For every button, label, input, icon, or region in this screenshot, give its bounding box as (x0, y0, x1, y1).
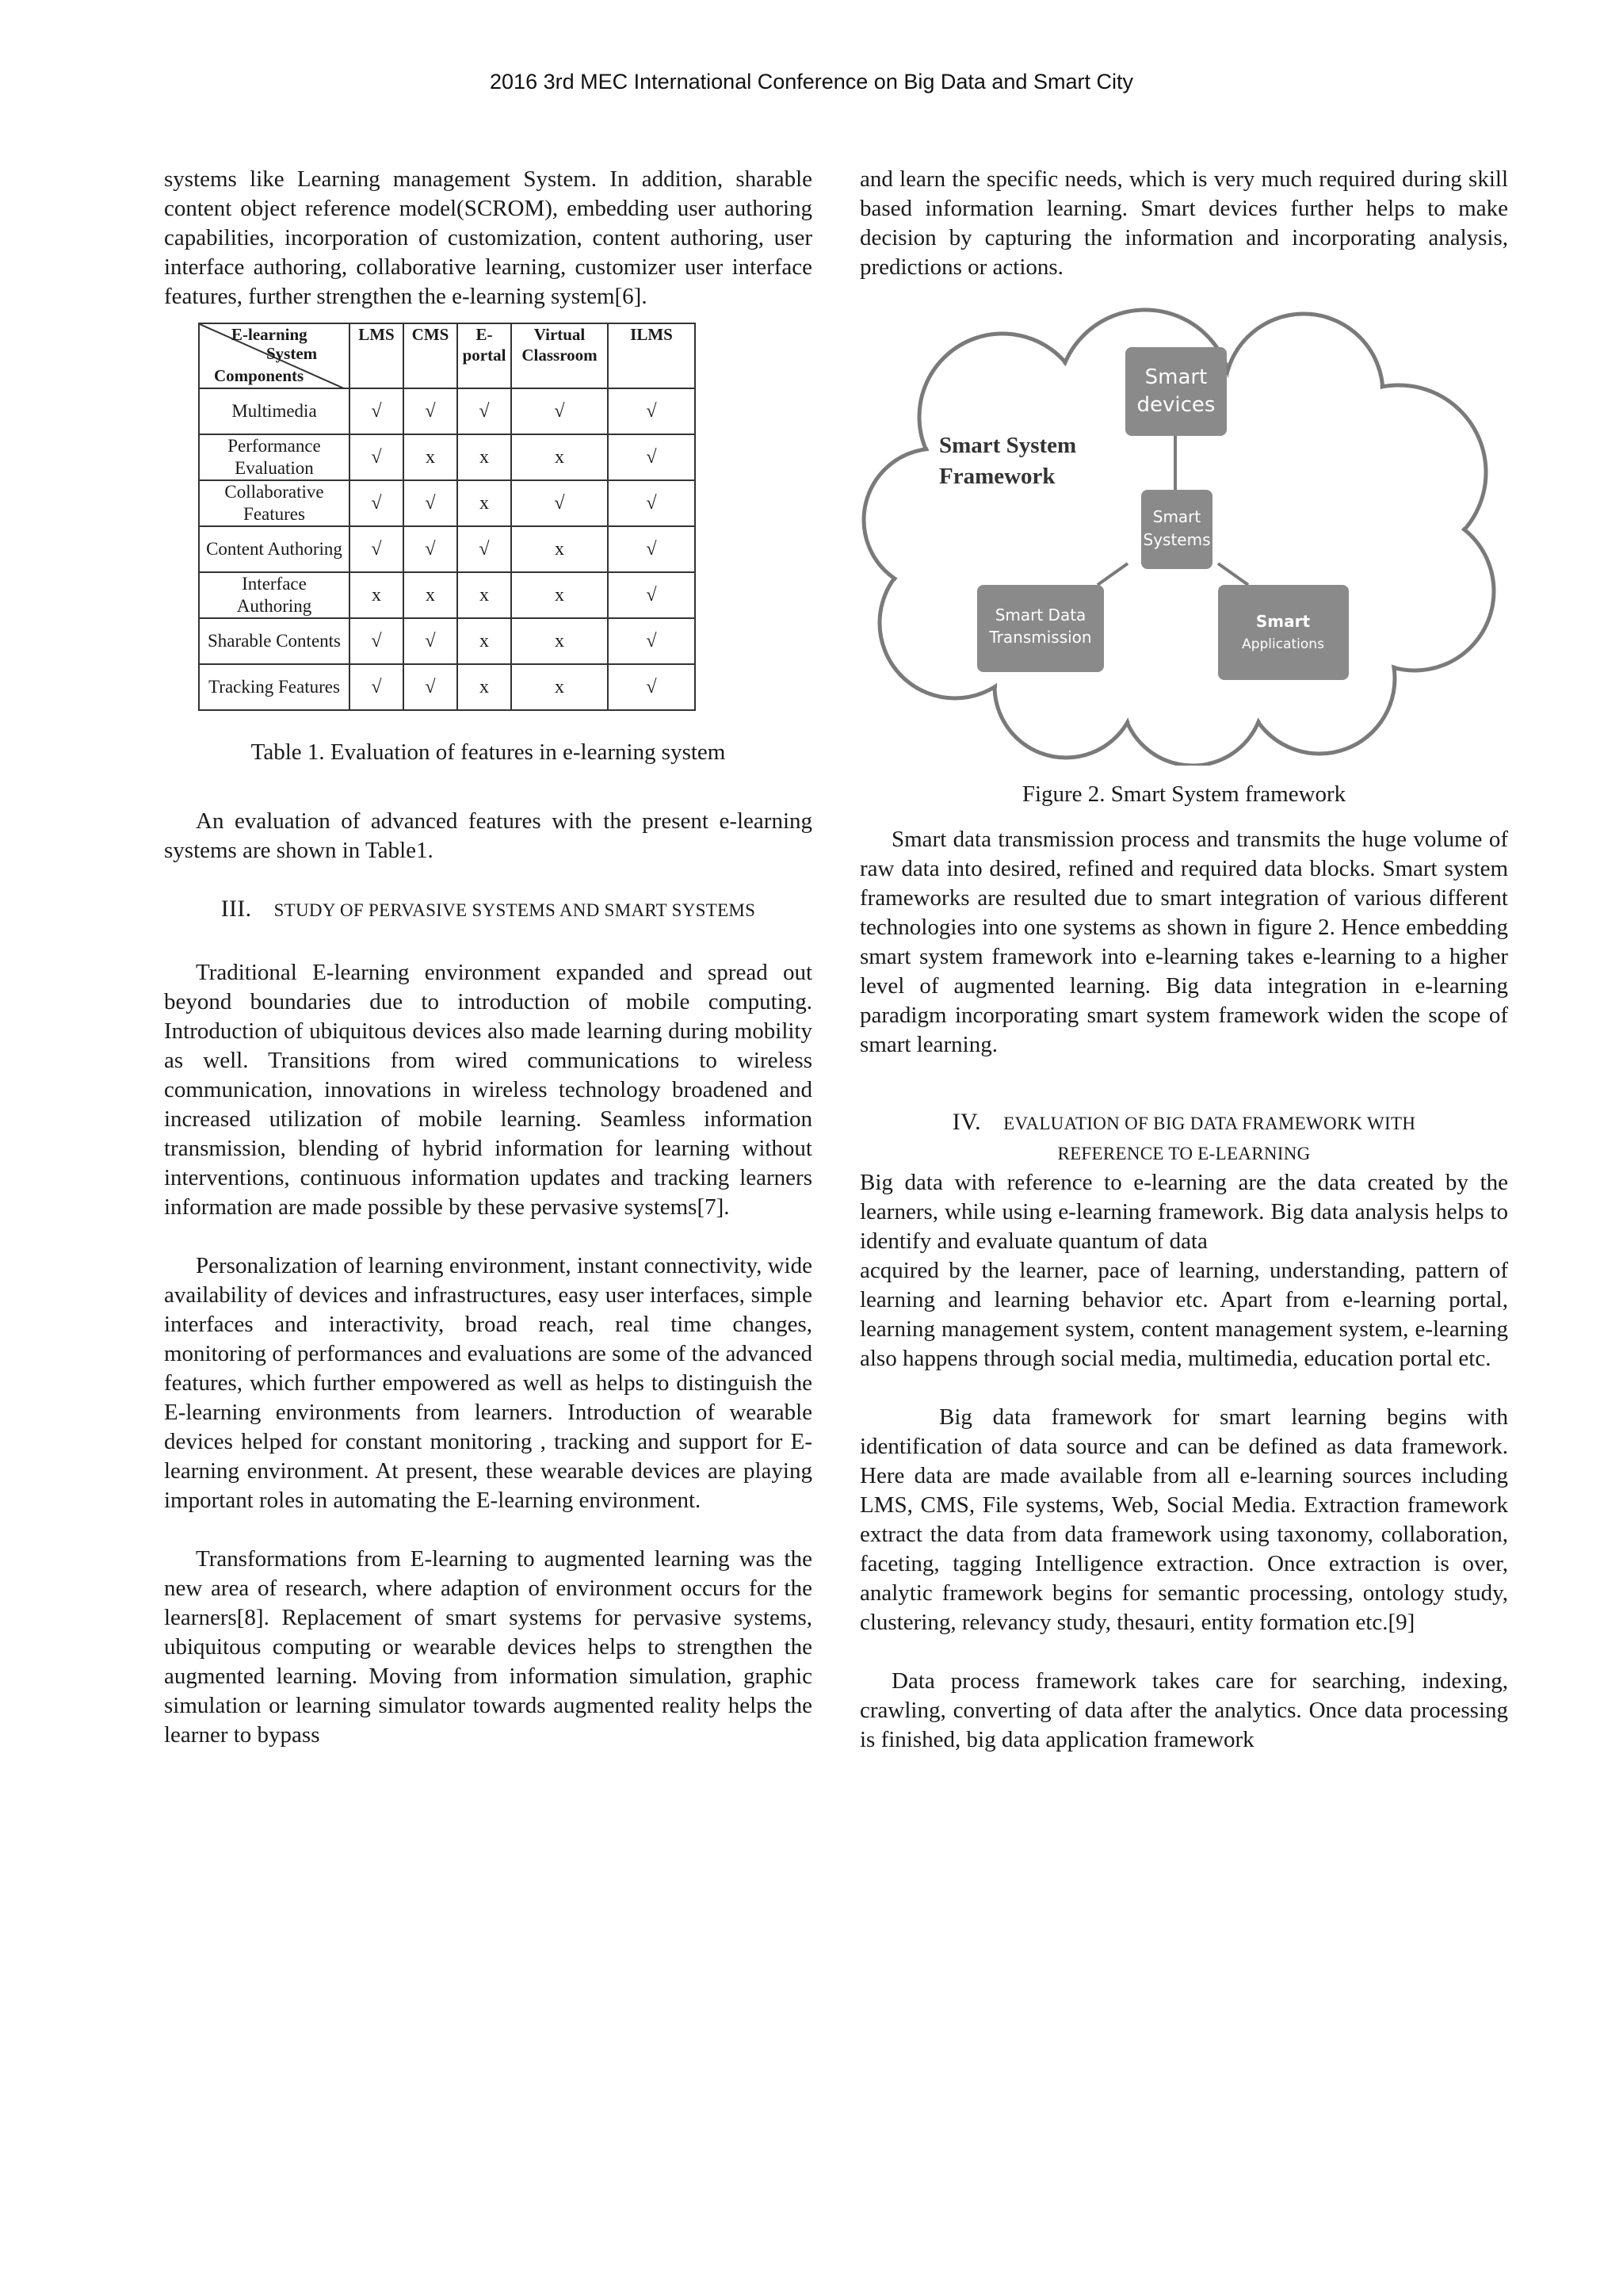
figure-title: Framework (939, 464, 1056, 489)
row-label: Multimedia (199, 388, 349, 434)
section-number: III. (220, 896, 252, 922)
table-cell: x (511, 618, 608, 664)
table-cell: √ (349, 388, 403, 434)
table-cell: √ (457, 526, 511, 572)
corner-label: E-learning (231, 325, 307, 344)
smart-system-diagram (860, 306, 1508, 766)
table-cell: √ (608, 618, 695, 664)
table-cell: x (511, 664, 608, 710)
paragraph: Traditional E-learning environment expanded and spread out beyond boundaries due to introduction of mobile computing. Introduction of ubiquitous devices also made learning during mobility as well. Transitions from wired communications to wireless communication, innovations in wireless technology broadened and increased utilization of mobile learning. Seamless information transmission, blending of hybrid information for learning without interventions, continuous information updates and tracking learners information are made possible by these pervasive systems[7]. (164, 960, 812, 1220)
table-corner-cell (199, 323, 349, 388)
box-label: Smart (1144, 365, 1208, 389)
table-cell: √ (349, 526, 403, 572)
paragraph: Smart data transmission process and transmits the huge volume of raw data into desired, refined and required data blocks. Smart system frameworks are resulted due to smart integration of various different technologies into one systems as shown in figure 2. Hence embedding smart system framework into e-learning takes e-learning to a higher level of augmented learning. Big data integration in e-learning paradigm incorporating smart system framework widen the scope of smart learning. (860, 827, 1508, 1057)
table-cell: x (349, 572, 403, 618)
table-cell: √ (349, 480, 403, 526)
table-cell: √ (403, 480, 457, 526)
box-label: Applications (1242, 636, 1324, 652)
smart-devices-box (1125, 347, 1227, 436)
table-body (199, 388, 695, 710)
paragraph: and learn the specific needs, which is very much required during skill based information learning. Smart devices further helps to make decision by capturing the information and incorporating analysis, predictions or actions. (860, 166, 1508, 280)
section-heading-line2 (860, 1138, 1508, 1168)
table-cell: √ (349, 618, 403, 664)
column-header: ILMS (608, 323, 695, 388)
table-cell: √ (608, 434, 695, 480)
corner-label: System (266, 344, 318, 363)
section-title: REFERENCE TO E-LEARNING (1057, 1144, 1311, 1163)
smart-applications-box (1218, 585, 1349, 680)
table-cell: x (457, 664, 511, 710)
paragraph: Personalization of learning environment, instant connectivity, wide availability of devices and infrastructures, easy user interfaces, simple interfaces and interactivity, broad reach, real time changes, monitoring of performances and evaluations are some of the advanced features, which further empowered as well as helps to distinguish the E-learning environments from learners. Introduction of wearable devices helped for constant monitoring , tracking and support for E-learning environment. At present, these wearable devices are playing important roles in automating the E-learning environment. (164, 1253, 812, 1513)
row-label: Sharable Contents (199, 618, 349, 664)
table-cell: x (457, 618, 511, 664)
section-number: IV. (952, 1109, 981, 1135)
column-header: E-portal (457, 323, 511, 388)
table-cell: √ (511, 388, 608, 434)
table-cell: x (511, 526, 608, 572)
table-cell: √ (349, 664, 403, 710)
table-row (199, 664, 695, 710)
section-title: EVALUATION OF BIG DATA FRAMEWORK WITH (1003, 1114, 1416, 1133)
section-title: STUDY OF PERVASIVE SYSTEMS AND SMART SYSTEMS (273, 900, 756, 920)
table-cell: √ (403, 388, 457, 434)
table-cell: x (511, 572, 608, 618)
paragraph: Transformations from E-learning to augmented learning was the new area of research, where adaption of environment occurs for the learners[8]. Replacement of smart systems for pervasive systems, ubiquitous computing or wearable devices helps to strengthen the augmented learning. Moving from information simulation, graphic simulation or learning simulator towards augmented reality helps the learner to bypass (164, 1546, 812, 1748)
box-label: devices (1136, 393, 1216, 417)
table-header-row (199, 323, 695, 388)
table-cell: √ (403, 664, 457, 710)
table-row (199, 526, 695, 572)
smart-systems-box (1141, 490, 1212, 569)
corner-label: Components (214, 366, 304, 385)
table-cell: √ (457, 388, 511, 434)
table-row (199, 434, 695, 480)
box-label: Smart (1152, 507, 1201, 526)
figure-caption: Figure 2. Smart System framework (1022, 781, 1346, 807)
figure-title: Smart System (939, 433, 1077, 458)
table-cell: x (403, 572, 457, 618)
row-label: Content Authoring (199, 526, 349, 572)
paragraph: Big data with reference to e-learning are the data created by the learners, while using e-learning framework. Big data analysis helps to identify and evaluate quantum of data (860, 1170, 1508, 1254)
paragraph: Big data framework for smart learning begins with identification of data source and can be defined as data framework. Here data are made available from all e-learning sources including LMS, CMS, File systems, Web, Social Media. Extraction framework extract the data from data framework using taxonomy, collaboration, faceting, tagging Intelligence extraction. Once extraction is over, analytic framework begins for semantic processing, ontology study, clustering, relevancy study, thesauri, entity formation etc.[9] (860, 1404, 1508, 1635)
table-cell: x (457, 480, 511, 526)
column-header: Virtual Classroom (511, 323, 608, 388)
row-label: Tracking Features (199, 664, 349, 710)
section-heading (860, 1107, 1508, 1138)
row-label: Performance Evaluation (199, 434, 349, 480)
table-cell: x (511, 434, 608, 480)
row-label: Interface Authoring (199, 572, 349, 618)
box-label: Systems (1143, 530, 1211, 549)
paragraph: Data process framework takes care for searching, indexing, crawling, converting of data after the analytics. Once data processing is finished, big data application framework (860, 1668, 1508, 1752)
column-header: LMS (349, 323, 403, 388)
paragraph: systems like Learning management System. In addition, sharable content object reference model(SCROM), embedding user authoring capabilities, incorporation of customization, content authoring, user interface authoring, collaborative learning, customizer user interface features, further strengthen the e-learning system[6]. (164, 166, 812, 309)
table-cell: √ (608, 388, 695, 434)
table-row (199, 388, 695, 434)
table-cell: √ (349, 434, 403, 480)
features-table (198, 323, 696, 711)
column-header: CMS (403, 323, 457, 388)
left-column (164, 165, 812, 1750)
section-heading (164, 894, 812, 925)
table-cell: √ (608, 572, 695, 618)
table-cell: √ (511, 480, 608, 526)
box-label: Transmission (989, 628, 1092, 647)
table-row (199, 618, 695, 664)
running-header: 2016 3rd MEC International Conference on Big Data and Smart City (490, 70, 1133, 94)
table-cell: x (457, 572, 511, 618)
table-cell: √ (403, 618, 457, 664)
paragraph: An evaluation of advanced features with the present e-learning systems are shown in Table1. (164, 808, 812, 863)
table-cell: √ (608, 664, 695, 710)
row-label: Collaborative Features (199, 480, 349, 526)
box-label: Smart (1255, 612, 1311, 631)
table-row (199, 572, 695, 618)
table-cell: x (403, 434, 457, 480)
table-cell: x (457, 434, 511, 480)
table-cell: √ (608, 480, 695, 526)
paragraph: acquired by the learner, pace of learning, understanding, pattern of learning and learning behavior etc. Apart from e-learning portal, learning management system, content management system, e-learning also happens through social media, multimedia, education portal etc. (860, 1258, 1508, 1371)
right-column (860, 165, 1508, 1755)
box-label: Smart Data (995, 606, 1086, 625)
table-cell: √ (608, 526, 695, 572)
table-cell: √ (403, 526, 457, 572)
table-caption: Table 1. Evaluation of features in e-learning system (250, 739, 726, 765)
table-row (199, 480, 695, 526)
smart-system-figure (860, 306, 1508, 766)
